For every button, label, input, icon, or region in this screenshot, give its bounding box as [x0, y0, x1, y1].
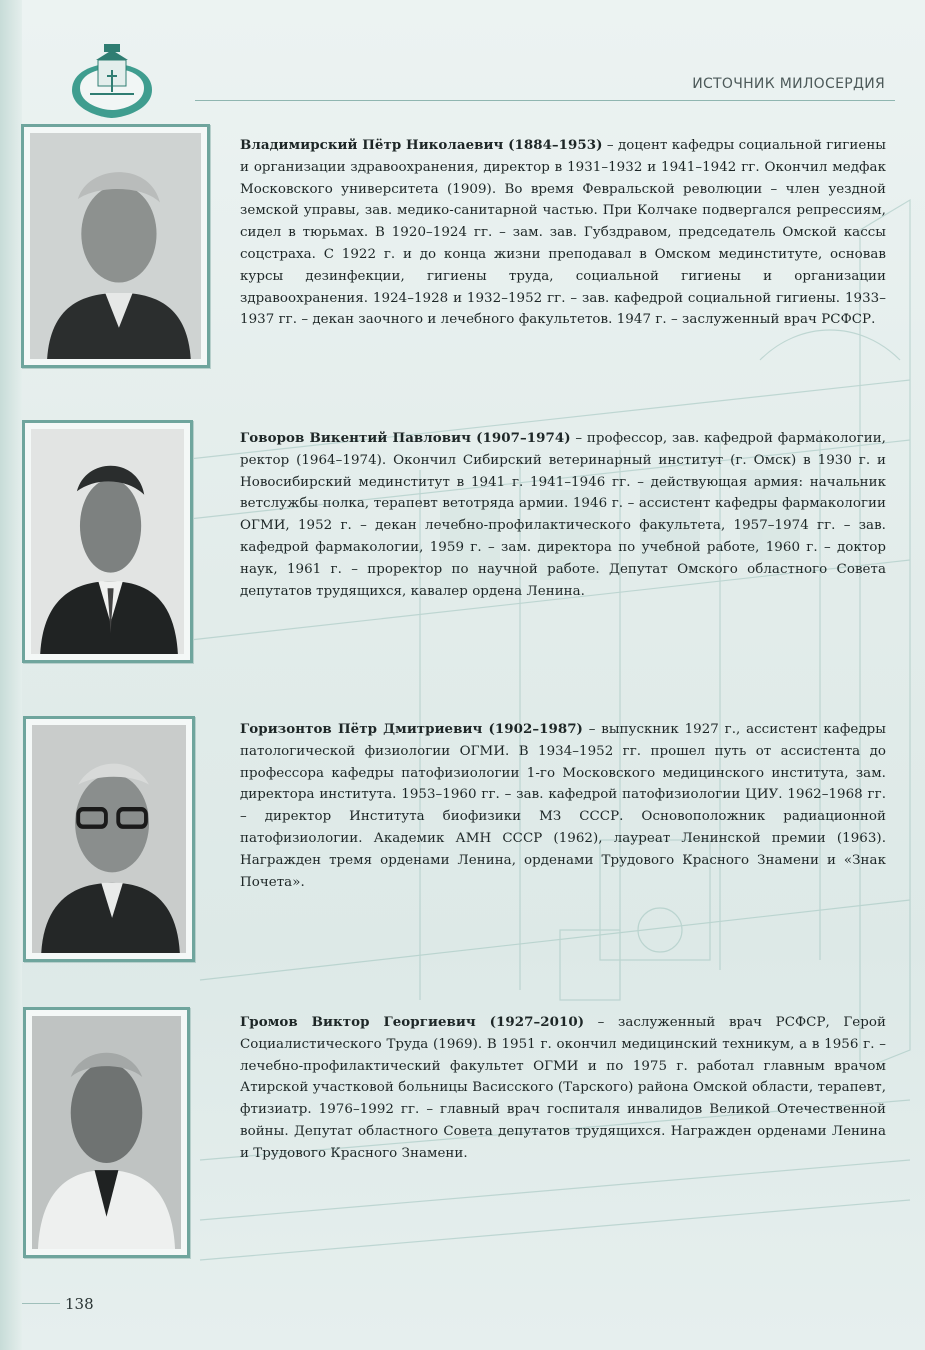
university-logo: [62, 30, 162, 120]
person-name-2: Говоров Викентий Павлович (1907–1974): [240, 430, 571, 446]
bio-text-3: [240, 719, 886, 893]
person-name-1: Владимирский Пётр Николаевич (1884–1953): [240, 137, 603, 153]
running-header: ИСТОЧНИК МИЛОСЕРДИЯ: [692, 76, 885, 92]
page-number: 138: [65, 1295, 94, 1313]
person-name-4: Громов Виктор Георгиевич (1927–2010): [240, 1014, 585, 1030]
footer-rule: [22, 1303, 60, 1304]
portrait-frame-4: [23, 1007, 190, 1258]
portrait-frame-1: [21, 124, 210, 368]
bio-text-1: [240, 135, 886, 331]
portrait-photo-4: [32, 1016, 181, 1249]
portrait-frame-3: [23, 716, 195, 962]
bio-text-4: [240, 1012, 886, 1165]
header-rule: [195, 100, 895, 101]
portrait-frame-2: [22, 420, 193, 663]
bio-body-1: – доцент кафедры социальной гигиены и организации здравоохранения, директор в 1931–1932 и 1941–1942 гг. Окончил медфак Московского университета (1909). Во время Февральской революции – член уездной земской управы, зав. медико-санитарной частью. При Колчаке подвергался репрессиям, сидел в тюрьмах. В 1920–1924 гг. – зам. зав. Губздравом, председатель Омской кассы соцстраха. С 1922 г. и до конца жизни преподавал в Омском мединституте, основав курсы дезинфекции, гигиены труда, социальной гигиены и организации здравоохранения. 1924–1928 и 1932–1952 гг. – зав. кафедрой социальной гигиены. 1933–1937 гг. – декан заочного и лечебного факультетов. 1947 г. – заслуженный врач РСФСР.: [240, 138, 886, 328]
portrait-photo-1: [30, 133, 201, 359]
bio-text-2: [240, 428, 886, 602]
person-name-3: Горизонтов Пётр Дмитриевич (1902–1987): [240, 721, 583, 737]
portrait-photo-3: [32, 725, 186, 953]
bio-body-4: – заслуженный врач РСФСР, Герой Социалистического Труда (1969). В 1951 г. окончил медицинский техникум, а в 1956 г. – лечебно-профилактический факультет ОГМИ и по 1975 г. работал главным врачом Атирской участковой больницы Васисского (Тарского) района Омской области, терапевт, фтизиатр. 1976–1992 гг. – главный врач госпиталя инвалидов Великой Отечественной войны. Депутат областного Совета депутатов трудящихся. Награжден орденами Ленина и Трудового Красного Знамени.: [240, 1015, 886, 1161]
portrait-photo-2: [31, 429, 184, 654]
bio-body-2: – профессор, зав. кафедрой фармакологии, ректор (1964–1974). Окончил Сибирский ветеринарный институт (г. Омск) в 1930 г. и Новосибирский мединститут в 1941 г. 1941–1946 гг. – действующая армия: начальник ветслужбы полка, терапевт ветотряда армии. 1946 г. – ассистент кафедры фармакологии ОГМИ, 1952 г. – декан лечебно-профилактического факультета, 1957–1974 гг. – зав. кафедрой фармакологии, 1959 г. – зам. директора по учебной работе, 1960 г. – доктор наук, 1961 г. – проректор по научной работе. Депутат Омского областного Совета депутатов трудящихся, кавалер ордена Ленина.: [240, 431, 886, 599]
bio-body-3: – выпускник 1927 г., ассистент кафедры патологической физиологии ОГМИ. В 1934–1952 гг. прошел путь от ассистента до профессора кафедры патофизиологии 1-го Московского медицинского института, зам. директора института. 1953–1960 гг. – зав. кафедрой патофизиологии ЦИУ. 1962–1968 гг. – директор Института биофизики МЗ СССР. Основоположник радиационной патофизиологии. Академик АМН СССР (1962), лауреат Ленинской премии (1963). Награжден тремя орденами Ленина, орденами Трудового Красного Знамени и «Знак Почета».: [240, 722, 886, 890]
